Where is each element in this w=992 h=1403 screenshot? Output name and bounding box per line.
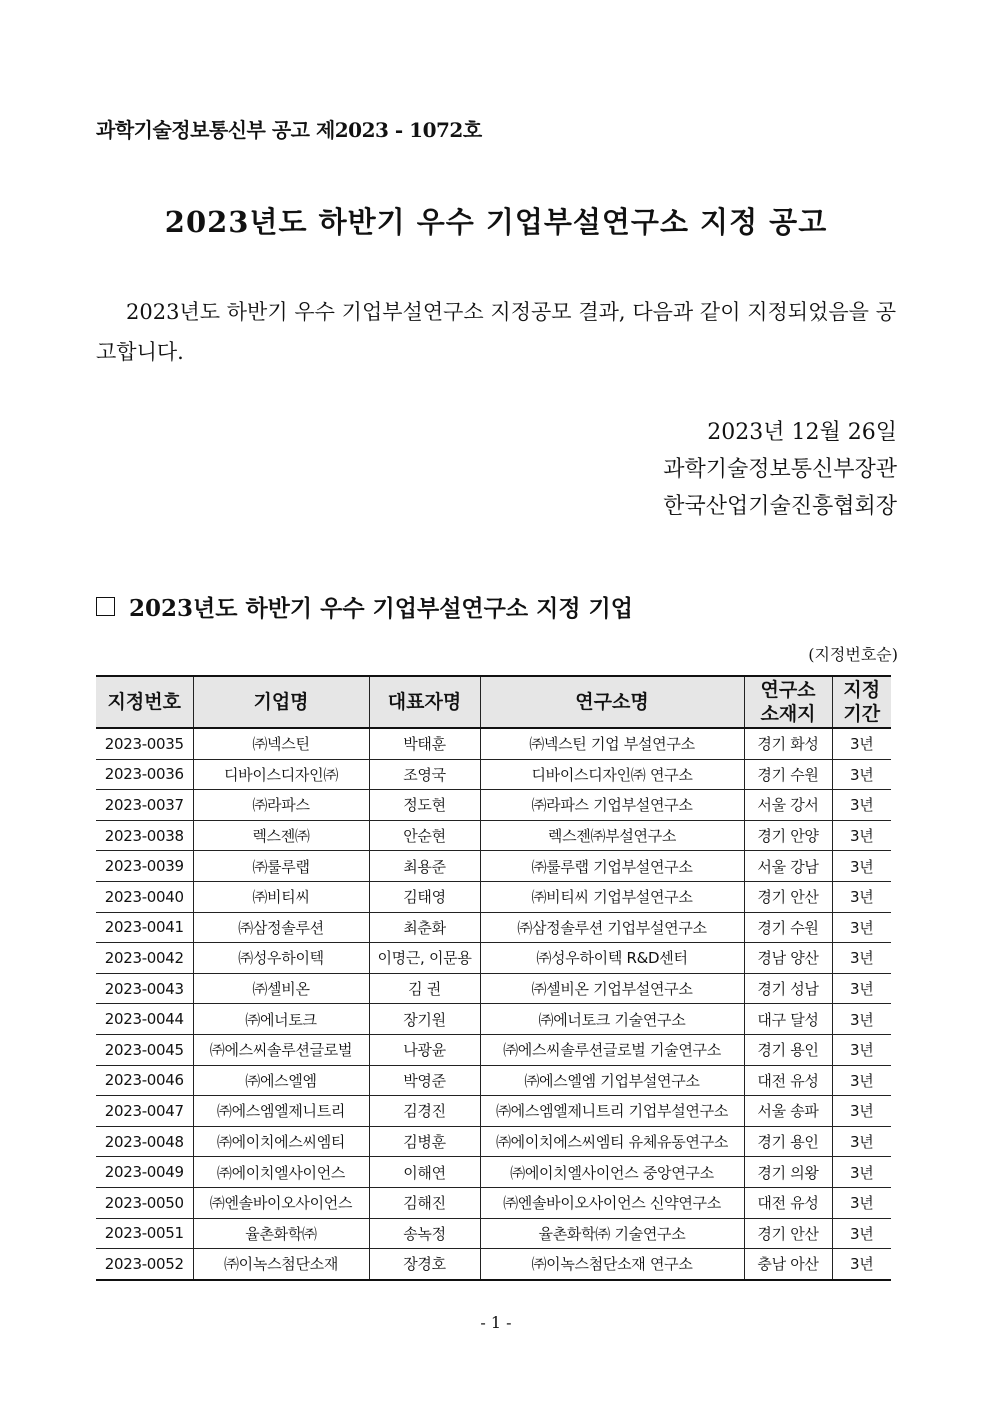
cell-period: 3년: [832, 1096, 891, 1127]
cell-ceo: 나광윤: [369, 1034, 480, 1065]
page-number: - 1 -: [480, 1313, 512, 1332]
cell-location: 경기 수원: [744, 912, 832, 943]
signatory-minister: 과학기술정보통신부장관: [663, 457, 897, 482]
cell-company: ㈜엔솔바이오사이언스: [193, 1187, 369, 1218]
cell-location: 대전 유성: [744, 1187, 832, 1218]
cell-ceo: 장기원: [369, 1004, 480, 1035]
body-paragraph: [96, 292, 896, 372]
document-title: 2023년도 하반기 우수 기업부설연구소 지정 공고: [164, 205, 828, 239]
order-note: (지정번호순): [808, 645, 898, 664]
cell-location: 대전 유성: [744, 1065, 832, 1096]
cell-lab: ㈜이녹스첨단소재 연구소: [480, 1249, 744, 1280]
header-lab: 연구소명: [480, 676, 744, 728]
cell-location: 서울 강서: [744, 790, 832, 821]
table-row: [96, 1249, 891, 1280]
table-row: [96, 820, 891, 851]
table-row: [96, 1126, 891, 1157]
table-body: [96, 728, 891, 1280]
cell-designation-no: 2023-0043: [96, 973, 193, 1004]
cell-period: 3년: [832, 1249, 891, 1280]
cell-ceo: 박태훈: [369, 728, 480, 759]
cell-period: 3년: [832, 1034, 891, 1065]
header-period-line1: 지정: [843, 679, 881, 701]
cell-ceo: 안순현: [369, 820, 480, 851]
cell-ceo: 박영준: [369, 1065, 480, 1096]
cell-ceo: 정도현: [369, 790, 480, 821]
cell-period: 3년: [832, 728, 891, 759]
table-row: [96, 1034, 891, 1065]
header-period: [832, 676, 891, 728]
designated-companies-table: [96, 675, 891, 1281]
cell-location: 경기 화성: [744, 728, 832, 759]
cell-designation-no: 2023-0051: [96, 1218, 193, 1249]
table-header-row: [96, 676, 891, 728]
cell-location: 경남 양산: [744, 943, 832, 974]
table-row: [96, 851, 891, 882]
body-text: 2023년도 하반기 우수 기업부설연구소 지정공모 결과, 다음과 같이 지정되었음을 공고합니다.: [96, 300, 896, 364]
cell-period: 3년: [832, 973, 891, 1004]
table-row: [96, 1065, 891, 1096]
cell-lab: ㈜셀비온 기업부설연구소: [480, 973, 744, 1004]
cell-designation-no: 2023-0050: [96, 1187, 193, 1218]
section-heading-text: 2023년도 하반기 우수 기업부설연구소 지정 기업: [129, 595, 633, 622]
cell-company: ㈜성우하이텍: [193, 943, 369, 974]
cell-designation-no: 2023-0044: [96, 1004, 193, 1035]
cell-period: 3년: [832, 1126, 891, 1157]
cell-lab: ㈜라파스 기업부설연구소: [480, 790, 744, 821]
cell-location: 대구 달성: [744, 1004, 832, 1035]
empty-square-icon: [96, 597, 115, 616]
notice-number: 과학기술정보통신부 공고 제2023 - 1072호: [96, 118, 482, 142]
header-company: 기업명: [193, 676, 369, 728]
header-designation-no: 지정번호: [96, 676, 193, 728]
table-row: [96, 1218, 891, 1249]
header-location: [744, 676, 832, 728]
cell-designation-no: 2023-0048: [96, 1126, 193, 1157]
cell-location: 서울 강남: [744, 851, 832, 882]
table-row: [96, 1096, 891, 1127]
cell-lab: ㈜엔솔바이오사이언스 신약연구소: [480, 1187, 744, 1218]
cell-ceo: 김병훈: [369, 1126, 480, 1157]
cell-period: 3년: [832, 1187, 891, 1218]
cell-ceo: 김 권: [369, 973, 480, 1004]
cell-ceo: 이명근, 이문용: [369, 943, 480, 974]
cell-company: ㈜삼정솔루션: [193, 912, 369, 943]
cell-ceo: 김해진: [369, 1187, 480, 1218]
cell-period: 3년: [832, 820, 891, 851]
cell-designation-no: 2023-0035: [96, 728, 193, 759]
cell-period: 3년: [832, 1004, 891, 1035]
header-ceo: 대표자명: [369, 676, 480, 728]
cell-lab: 렉스젠㈜부설연구소: [480, 820, 744, 851]
table-row: [96, 1157, 891, 1188]
cell-company: ㈜이녹스첨단소재: [193, 1249, 369, 1280]
cell-period: 3년: [832, 1157, 891, 1188]
cell-location: 경기 안산: [744, 881, 832, 912]
cell-designation-no: 2023-0038: [96, 820, 193, 851]
table-row: [96, 790, 891, 821]
table-row: [96, 912, 891, 943]
cell-ceo: 장경호: [369, 1249, 480, 1280]
table-row: [96, 973, 891, 1004]
cell-period: 3년: [832, 790, 891, 821]
issue-date: 2023년 12월 26일: [707, 420, 897, 445]
header-location-line1: 연구소: [760, 679, 816, 701]
cell-lab: 율촌화학㈜ 기술연구소: [480, 1218, 744, 1249]
header-period-line2: 기간: [843, 703, 881, 725]
cell-ceo: 최용준: [369, 851, 480, 882]
cell-designation-no: 2023-0042: [96, 943, 193, 974]
cell-company: ㈜비티씨: [193, 881, 369, 912]
cell-ceo: 김경진: [369, 1096, 480, 1127]
cell-designation-no: 2023-0045: [96, 1034, 193, 1065]
cell-lab: ㈜삼정솔루션 기업부설연구소: [480, 912, 744, 943]
cell-company: ㈜룰루랩: [193, 851, 369, 882]
cell-lab: ㈜에이치에스씨엠티 유체유동연구소: [480, 1126, 744, 1157]
cell-ceo: 최춘화: [369, 912, 480, 943]
cell-lab: ㈜에스엘엠 기업부설연구소: [480, 1065, 744, 1096]
cell-location: 경기 의왕: [744, 1157, 832, 1188]
cell-designation-no: 2023-0036: [96, 759, 193, 790]
cell-lab: ㈜에스엠엘제니트리 기업부설연구소: [480, 1096, 744, 1127]
cell-company: ㈜에이치엘사이언스: [193, 1157, 369, 1188]
cell-lab: ㈜룰루랩 기업부설연구소: [480, 851, 744, 882]
cell-designation-no: 2023-0052: [96, 1249, 193, 1280]
cell-company: 디바이스디자인㈜: [193, 759, 369, 790]
table-row: [96, 728, 891, 759]
cell-company: ㈜셀비온: [193, 973, 369, 1004]
table-row: [96, 1187, 891, 1218]
cell-designation-no: 2023-0049: [96, 1157, 193, 1188]
cell-lab: ㈜넥스틴 기업 부설연구소: [480, 728, 744, 759]
cell-designation-no: 2023-0040: [96, 881, 193, 912]
cell-company: ㈜에스씨솔루션글로벌: [193, 1034, 369, 1065]
cell-location: 경기 성남: [744, 973, 832, 1004]
cell-location: 충남 아산: [744, 1249, 832, 1280]
cell-lab: ㈜에스씨솔루션글로벌 기술연구소: [480, 1034, 744, 1065]
cell-company: 렉스젠㈜: [193, 820, 369, 851]
cell-period: 3년: [832, 759, 891, 790]
cell-company: 율촌화학㈜: [193, 1218, 369, 1249]
cell-company: ㈜에너토크: [193, 1004, 369, 1035]
table-row: [96, 943, 891, 974]
cell-ceo: 김태영: [369, 881, 480, 912]
cell-period: 3년: [832, 943, 891, 974]
signatory-association: 한국산업기술진흥협회장: [663, 494, 897, 519]
cell-location: 경기 안양: [744, 820, 832, 851]
cell-location: 서울 송파: [744, 1096, 832, 1127]
cell-designation-no: 2023-0041: [96, 912, 193, 943]
cell-lab: ㈜에너토크 기술연구소: [480, 1004, 744, 1035]
cell-designation-no: 2023-0047: [96, 1096, 193, 1127]
cell-location: 경기 수원: [744, 759, 832, 790]
cell-company: ㈜넥스틴: [193, 728, 369, 759]
table-row: [96, 759, 891, 790]
cell-period: 3년: [832, 912, 891, 943]
table-row: [96, 1004, 891, 1035]
cell-company: ㈜에스엘엠: [193, 1065, 369, 1096]
cell-location: 경기 용인: [744, 1034, 832, 1065]
cell-company: ㈜에스엠엘제니트리: [193, 1096, 369, 1127]
cell-period: 3년: [832, 1218, 891, 1249]
cell-designation-no: 2023-0037: [96, 790, 193, 821]
cell-company: ㈜에이치에스씨엠티: [193, 1126, 369, 1157]
header-location-line2: 소재지: [760, 703, 816, 725]
cell-ceo: 송녹정: [369, 1218, 480, 1249]
cell-location: 경기 안산: [744, 1218, 832, 1249]
table-row: [96, 881, 891, 912]
signature-block: [663, 414, 897, 525]
cell-location: 경기 용인: [744, 1126, 832, 1157]
cell-lab: ㈜성우하이텍 R&D센터: [480, 943, 744, 974]
cell-period: 3년: [832, 851, 891, 882]
section-heading: [96, 590, 633, 623]
cell-ceo: 이해연: [369, 1157, 480, 1188]
cell-period: 3년: [832, 1065, 891, 1096]
cell-company: ㈜라파스: [193, 790, 369, 821]
cell-lab: 디바이스디자인㈜ 연구소: [480, 759, 744, 790]
cell-lab: ㈜에이치엘사이언스 중앙연구소: [480, 1157, 744, 1188]
cell-lab: ㈜비티씨 기업부설연구소: [480, 881, 744, 912]
cell-designation-no: 2023-0039: [96, 851, 193, 882]
cell-period: 3년: [832, 881, 891, 912]
cell-designation-no: 2023-0046: [96, 1065, 193, 1096]
cell-ceo: 조영국: [369, 759, 480, 790]
